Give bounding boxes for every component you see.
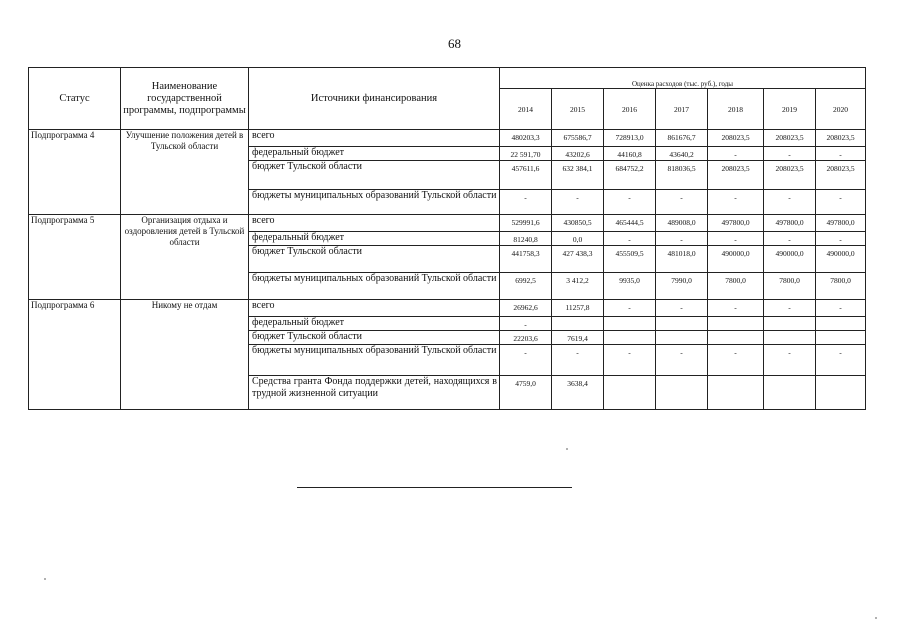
expense-value: 4759,0	[500, 376, 552, 410]
expense-value: 728913,0	[604, 130, 656, 147]
expense-value: 43640,2	[656, 147, 708, 161]
expense-value: -	[816, 345, 866, 376]
expense-value: -	[764, 147, 816, 161]
table-row	[29, 215, 866, 232]
expense-value	[656, 331, 708, 345]
expense-value: -	[656, 232, 708, 246]
expense-value	[764, 376, 816, 410]
expense-value: -	[708, 300, 764, 317]
year-header: 2018	[708, 89, 764, 130]
year-header: 2014	[500, 89, 552, 130]
expense-value: 489008,0	[656, 215, 708, 232]
expense-value	[656, 376, 708, 410]
expense-value	[708, 317, 764, 331]
expense-value	[764, 317, 816, 331]
expense-value: 497800,0	[764, 215, 816, 232]
scan-speck	[566, 448, 568, 450]
funding-source: всего	[249, 130, 500, 147]
expense-value: 208023,5	[708, 161, 764, 190]
expense-value: 81240,8	[500, 232, 552, 246]
subprogram-status: Подпрограмма 6	[29, 300, 121, 410]
expense-value: 7990,0	[656, 273, 708, 300]
expense-value: 43202,6	[552, 147, 604, 161]
expense-value: 208023,5	[816, 130, 866, 147]
header-funding-sources: Источники финансирования	[249, 68, 500, 130]
expense-value: -	[816, 232, 866, 246]
expense-value: -	[552, 345, 604, 376]
expense-value: -	[604, 300, 656, 317]
expense-value	[708, 331, 764, 345]
expense-value: 480203,3	[500, 130, 552, 147]
table-row	[29, 130, 866, 147]
year-header: 2017	[656, 89, 708, 130]
expense-value: 465444,5	[604, 215, 656, 232]
header-program-name: Наименование государственной программы, подпрограммы	[121, 68, 249, 130]
expense-value: 22 591,70	[500, 147, 552, 161]
expense-value: -	[656, 190, 708, 215]
expense-value	[604, 317, 656, 331]
scan-speck	[875, 617, 877, 619]
expense-value: 22203,6	[500, 331, 552, 345]
expense-value: 490000,0	[816, 246, 866, 273]
funding-source: федеральный бюджет	[249, 232, 500, 246]
header-status: Статус	[29, 68, 121, 130]
expense-value: -	[708, 147, 764, 161]
funding-source: федеральный бюджет	[249, 317, 500, 331]
header-expense-estimate: Оценка расходов (тыс. руб.), годы	[500, 68, 866, 89]
expense-value: 430850,5	[552, 215, 604, 232]
expense-value: 818036,5	[656, 161, 708, 190]
expense-value: -	[708, 190, 764, 215]
expense-value: -	[656, 300, 708, 317]
expense-value: -	[500, 317, 552, 331]
expense-value: 208023,5	[708, 130, 764, 147]
subprogram-name: Никому не отдам	[121, 300, 249, 410]
footer-rule	[297, 487, 572, 488]
expense-value: 497800,0	[816, 215, 866, 232]
expense-value: 675586,7	[552, 130, 604, 147]
year-header: 2019	[764, 89, 816, 130]
expense-value: -	[816, 147, 866, 161]
expense-value	[604, 376, 656, 410]
expense-value: 490000,0	[764, 246, 816, 273]
expense-value: 632 384,1	[552, 161, 604, 190]
expense-value: 861676,7	[656, 130, 708, 147]
expense-value: -	[764, 345, 816, 376]
expense-value: -	[500, 190, 552, 215]
expense-value: -	[764, 232, 816, 246]
expense-value	[816, 376, 866, 410]
expense-value	[764, 331, 816, 345]
page-number: 68	[448, 36, 461, 51]
funding-source: бюджет Тульской области	[249, 331, 500, 345]
subprogram-status: Подпрограмма 4	[29, 130, 121, 215]
scan-speck	[44, 578, 46, 580]
expense-value	[816, 331, 866, 345]
expense-value: 6992,5	[500, 273, 552, 300]
expense-value	[656, 317, 708, 331]
expense-value: 7800,0	[764, 273, 816, 300]
financing-table	[28, 67, 866, 410]
expense-value: 9935,0	[604, 273, 656, 300]
expense-value: 0,0	[552, 232, 604, 246]
subprogram-status: Подпрограмма 5	[29, 215, 121, 300]
expense-value: -	[604, 232, 656, 246]
funding-source: бюджеты муниципальных образований Тульской области	[249, 190, 500, 215]
funding-source: федеральный бюджет	[249, 147, 500, 161]
expense-value: 529991,6	[500, 215, 552, 232]
expense-value: -	[764, 300, 816, 317]
expense-value: 684752,2	[604, 161, 656, 190]
expense-value: -	[552, 190, 604, 215]
expense-value: 441758,3	[500, 246, 552, 273]
expense-value: 481018,0	[656, 246, 708, 273]
expense-value: 208023,5	[764, 161, 816, 190]
expense-value: -	[708, 345, 764, 376]
expense-value: -	[764, 190, 816, 215]
expense-value: -	[604, 190, 656, 215]
expense-value	[816, 317, 866, 331]
expense-value: 208023,5	[764, 130, 816, 147]
expense-value	[604, 331, 656, 345]
expense-value: -	[816, 300, 866, 317]
expense-value: 26962,6	[500, 300, 552, 317]
expense-value: 3638,4	[552, 376, 604, 410]
expense-value: 7800,0	[816, 273, 866, 300]
expense-value: 427 438,3	[552, 246, 604, 273]
expense-value: 44160,8	[604, 147, 656, 161]
expense-value	[708, 376, 764, 410]
expense-value: -	[708, 232, 764, 246]
expense-value: 11257,8	[552, 300, 604, 317]
year-header: 2016	[604, 89, 656, 130]
funding-source: бюджет Тульской области	[249, 161, 500, 190]
expense-value: -	[500, 345, 552, 376]
funding-source: всего	[249, 300, 500, 317]
funding-source: бюджеты муниципальных образований Тульской области	[249, 273, 500, 300]
expense-value: 455509,5	[604, 246, 656, 273]
expense-value: 490000,0	[708, 246, 764, 273]
expense-value: -	[604, 345, 656, 376]
expense-value	[552, 317, 604, 331]
year-header: 2015	[552, 89, 604, 130]
expense-value: 208023,5	[816, 161, 866, 190]
expense-value: 457611,6	[500, 161, 552, 190]
funding-source: всего	[249, 215, 500, 232]
expense-value: 3 412,2	[552, 273, 604, 300]
funding-source: бюджет Тульской области	[249, 246, 500, 273]
table-row	[29, 300, 866, 317]
expense-value: 497800,0	[708, 215, 764, 232]
expense-value: 7800,0	[708, 273, 764, 300]
funding-source: бюджеты муниципальных образований Тульской области	[249, 345, 500, 376]
expense-value: -	[656, 345, 708, 376]
subprogram-name: Улучшение положения детей в Тульской области	[121, 130, 249, 215]
subprogram-name: Организация отдыха и оздоровления детей в Тульской области	[121, 215, 249, 300]
year-header: 2020	[816, 89, 866, 130]
expense-value: 7619,4	[552, 331, 604, 345]
funding-source: Средства гранта Фонда поддержки детей, находящихся в трудной жизненной ситуации	[249, 376, 500, 410]
expense-value: -	[816, 190, 866, 215]
